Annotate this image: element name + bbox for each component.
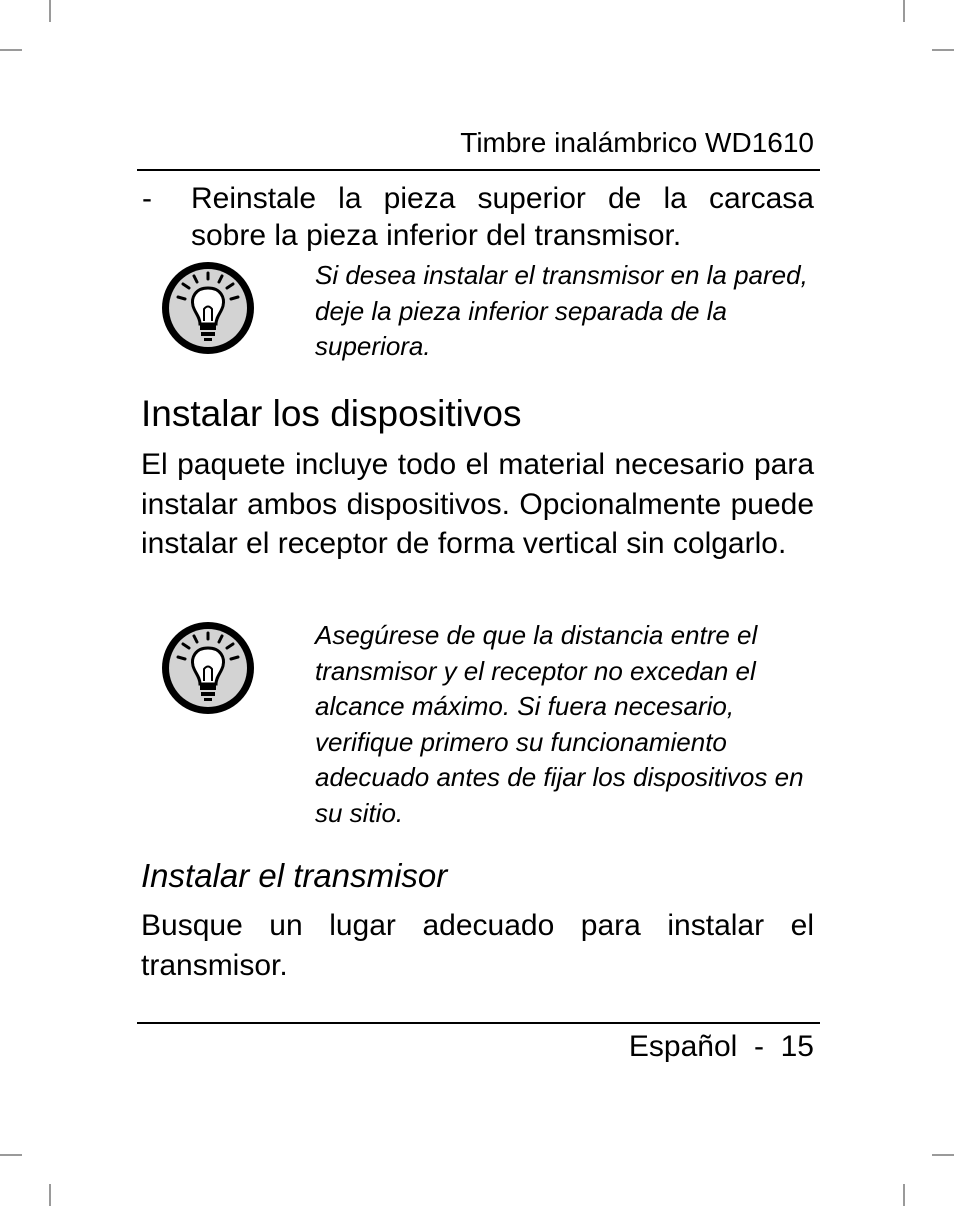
bullet-text: Reinstale la pieza superior de la carcasa sobre la pieza inferior del transmisor. bbox=[191, 182, 814, 252]
page-number: Español - 15 bbox=[628, 1030, 814, 1063]
footer-rule bbox=[137, 1022, 820, 1024]
crop-mark bbox=[0, 49, 22, 51]
subsection-heading: Instalar el transmisor bbox=[141, 857, 448, 894]
lightbulb-icon bbox=[158, 617, 260, 719]
crop-mark bbox=[932, 1154, 954, 1156]
section-heading: Instalar los dispositivos bbox=[141, 393, 522, 434]
tip-note: Si desea instalar el transmisor en la pared, deje la pieza inferior separada de la superiora. bbox=[315, 260, 808, 361]
bullet-marker: - bbox=[142, 182, 152, 215]
lightbulb-icon bbox=[158, 257, 260, 359]
crop-mark bbox=[49, 0, 51, 22]
header-rule bbox=[137, 169, 820, 171]
section-paragraph: El paquete incluye todo el material necesario para instalar ambos dispositivos. Opcionalmente puede instalar el receptor de forma vertical sin colgarlo. bbox=[141, 448, 814, 560]
crop-mark bbox=[932, 49, 954, 51]
crop-mark bbox=[0, 1154, 22, 1156]
running-header: Timbre inalámbrico WD1610 bbox=[460, 127, 814, 158]
crop-mark bbox=[903, 0, 905, 22]
tip-note: Asegúrese de que la distancia entre el transmisor y el receptor no excedan el alcance máximo. Si fuera necesario, verifique primero su funcionamiento adecuado antes de fijar los dispositivos en su sitio. bbox=[315, 620, 804, 828]
crop-mark bbox=[903, 1184, 905, 1206]
crop-mark bbox=[49, 1184, 51, 1206]
subsection-paragraph: Busque un lugar adecuado para instalar el transmisor. bbox=[141, 909, 814, 982]
